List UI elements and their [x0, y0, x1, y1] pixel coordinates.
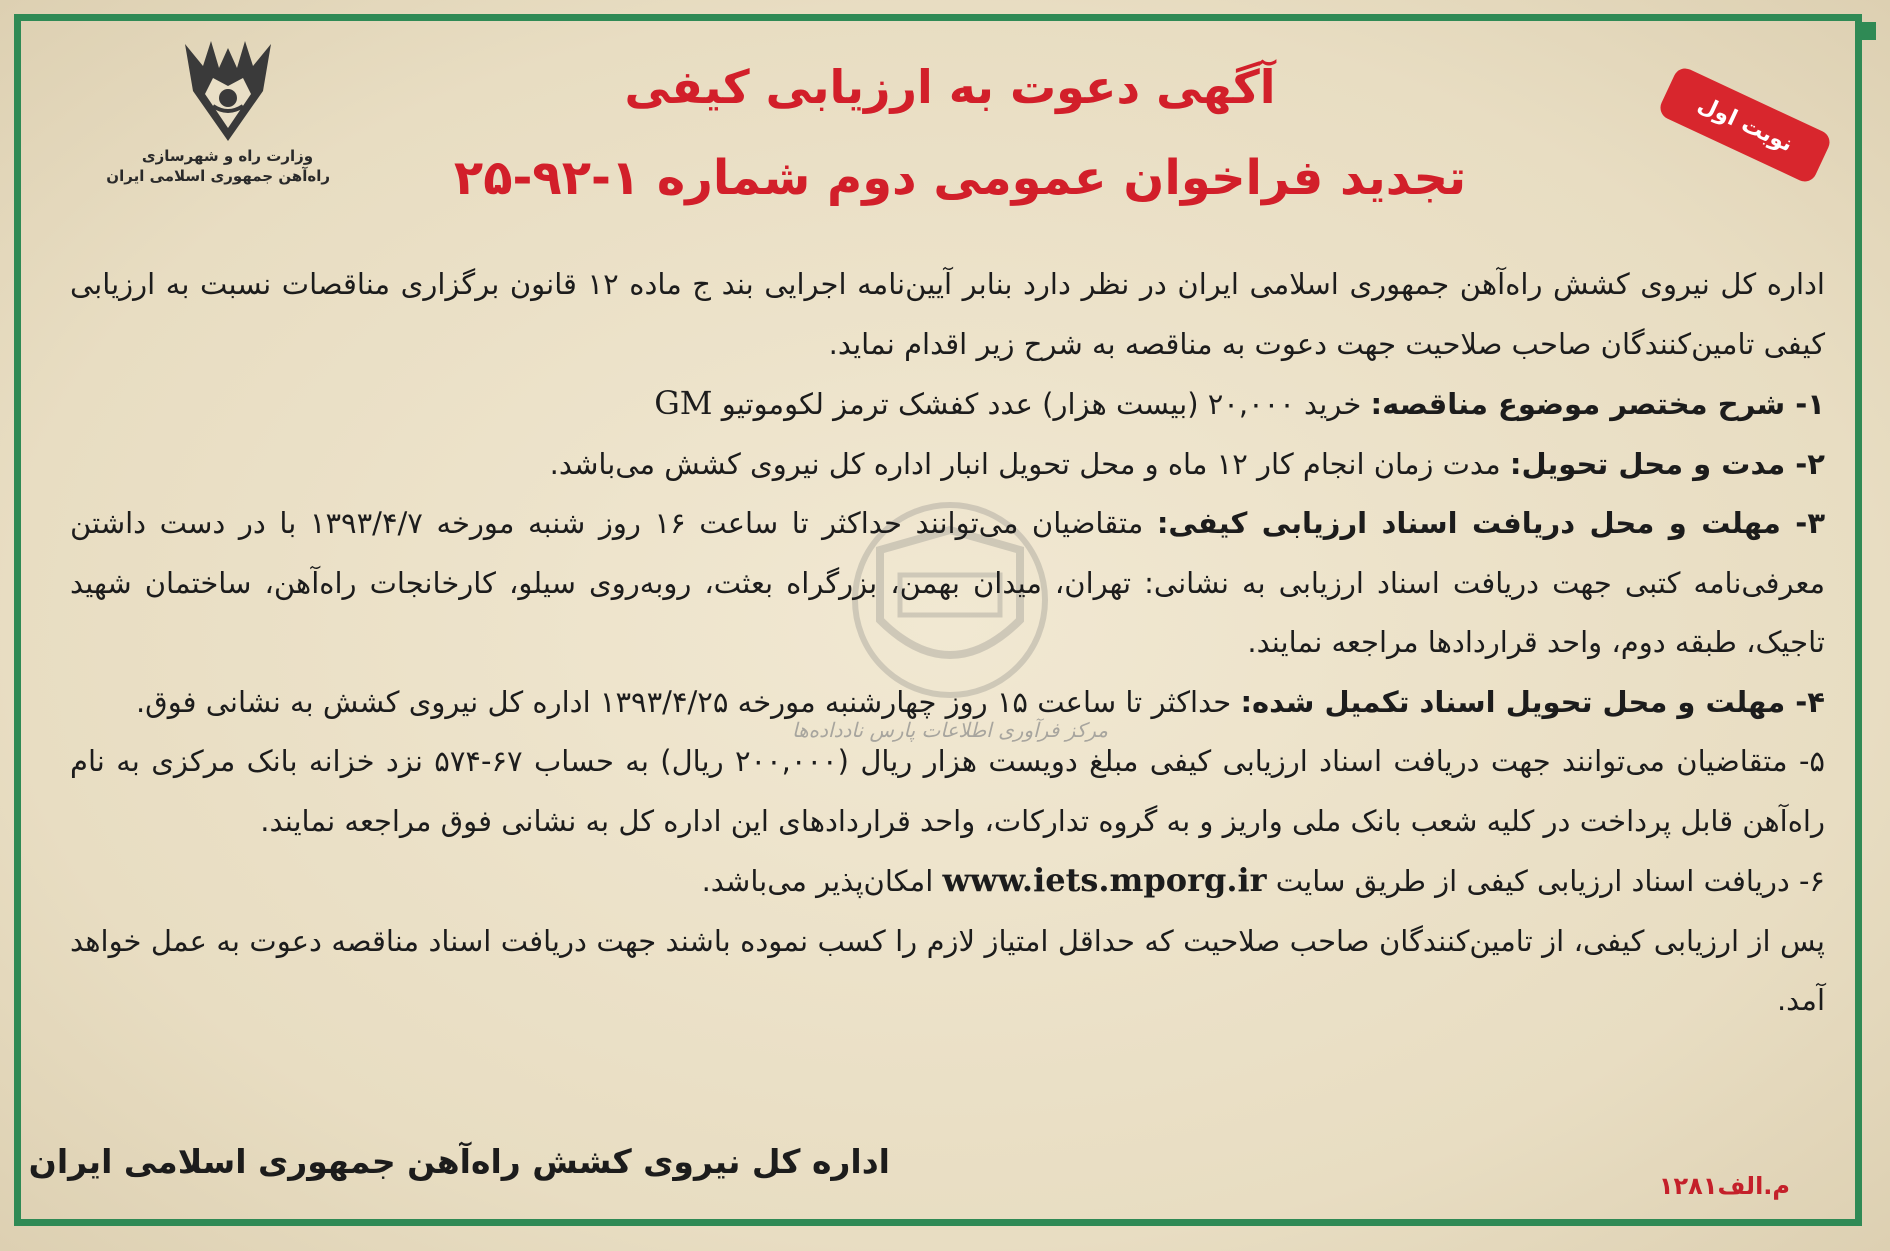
ad-body	[70, 255, 1825, 1031]
item-1-heading: ۱- شرح مختصر موضوع مناقصه:	[1370, 387, 1825, 421]
item-3	[70, 494, 1825, 673]
item-2-heading: ۲- مدت و محل تحویل:	[1509, 446, 1825, 481]
item-4-heading: ۴- مهلت و محل تحویل اسناد تکمیل شده:	[1240, 684, 1825, 719]
item-4-text: حداکثر تا ساعت ۱۵ روز چهارشنبه مورخه ۱۳۹۳/۴/۲۵ اداره کل نیروی کشش به نشانی فوق.	[135, 684, 1232, 719]
watermark-text: مرکز فرآوری اطلاعات پارس نادداده‌ها	[792, 718, 1108, 742]
logo-ministry-text: وزارت راه و شهرسازی	[141, 147, 314, 165]
item-3-text: متقاضیان می‌توانند حداکثر تا ساعت ۱۶ روز شنبه مورخه ۱۳۹۳/۴/۷ با در دست داشتن معرفی‌نامه کتبی جهت دریافت اسناد ارزیابی به نشانی: تهران، میدان بهمن، بزرگراه بعثت، روبه‌روی سیلو، کارخانجات راه‌آهن، ساختمان شهید تاجیک، طبقه دوم، واحد قراردادها مراجعه نمایند.	[70, 506, 1825, 659]
railway-winged-emblem-icon	[183, 36, 273, 146]
railway-logo	[106, 36, 330, 216]
intro-paragraph: اداره کل نیروی کشش راه‌آهن جمهوری اسلامی ایران در نظر دارد بنابر آیین‌نامه اجرایی بند ج ماده ۱۲ قانون برگزاری مناقصات نسبت به ارزیابی کیفی تامین‌کنندگان صاحب صلاحیت جهت دعوت به مناقصه به شرح زیر اقدام نماید.	[70, 267, 1825, 361]
item-3-heading: ۳- مهلت و محل دریافت اسناد ارزیابی کیفی:	[1156, 506, 1826, 540]
first-publication-badge: نوبت اول	[1657, 65, 1834, 186]
item-6-prefix: ۶- دریافت اسناد ارزیابی کیفی از طریق سایت	[1275, 864, 1825, 898]
item-1	[70, 374, 1825, 435]
item-2-text: مدت زمان انجام کار ۱۲ ماه و محل تحویل انبار اداره کل نیروی کشش می‌باشد.	[549, 446, 1501, 481]
website-link[interactable]: www.iets.mporg.ir	[942, 861, 1267, 899]
item-6-suffix: امکان‌پذیر می‌باشد.	[701, 864, 934, 898]
corner-marker	[1858, 22, 1876, 40]
ad-subtitle: تجدید فراخوان عمومی دوم شماره ۱-۹۲-۲۵	[453, 150, 1467, 206]
ad-title: آگهی دعوت به ارزیابی کیفی	[624, 60, 1276, 114]
item-5: ۵- متقاضیان می‌توانند جهت دریافت اسناد ارزیابی کیفی مبلغ دویست هزار ریال (۲۰۰,۰۰۰ ریال) به حساب ۶۷-۵۷۴ نزد خزانه بانک مرکزی به نام راه‌آهن قابل پرداخت در کلیه شعب بانک ملی واریز و به گروه تدارکات، واحد قراردادهای این اداره کل به نشانی فوق مراجعه نمایند.	[70, 744, 1825, 838]
item-1-gm: GM	[654, 384, 713, 422]
item-4	[70, 673, 1825, 733]
logo-railway-text: راه‌آهن جمهوری اسلامی ایران	[106, 167, 330, 185]
closing-paragraph: پس از ارزیابی کیفی، از تامین‌کنندگان صاحب صلاحیت که حداقل امتیاز لازم را کسب نموده باشند جهت دریافت اسناد مناقصه دعوت به عمل خواهد آمد.	[70, 923, 1825, 1017]
item-1-text: خرید ۲۰,۰۰۰ (بیست هزار) عدد کفشک ترمز لکوموتیو	[721, 387, 1362, 421]
reference-code: م.الف۱۲۸۱	[1658, 1172, 1790, 1200]
item-2	[70, 435, 1825, 495]
item-6	[70, 851, 1825, 912]
issuer-signature: اداره کل نیروی کشش راه‌آهن جمهوری اسلامی ایران	[28, 1142, 890, 1181]
